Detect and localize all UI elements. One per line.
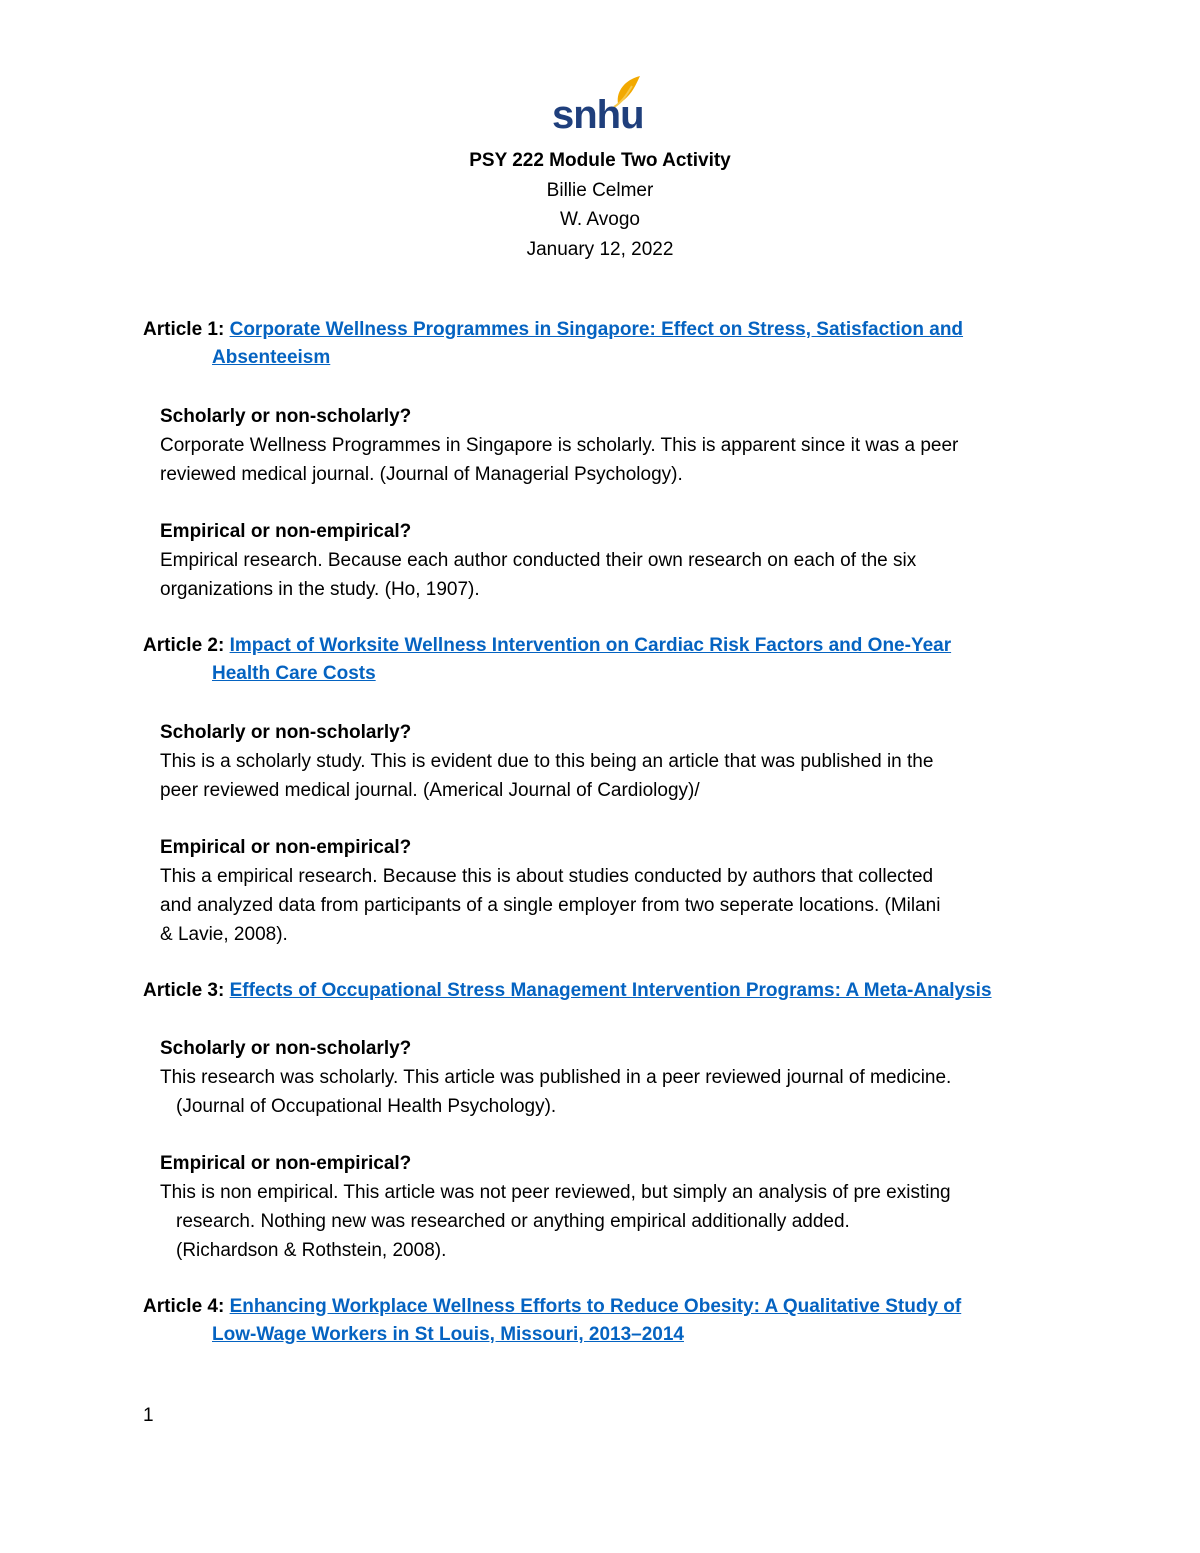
answer-line: This is a scholarly study. This is evident due to this being an article that was published in the xyxy=(160,751,934,772)
article-link[interactable]: Effects of Occupational Stress Management Intervention Programs: A Meta-Analysis xyxy=(229,980,992,1001)
article-link[interactable]: Corporate Wellness Programmes in Singapore: Effect on Stress, Satisfaction and xyxy=(229,319,964,340)
question-scholarly: Scholarly or non-scholarly? xyxy=(160,1038,412,1059)
article-link-continued[interactable]: Absenteeism xyxy=(212,347,331,368)
article-link[interactable]: Enhancing Workplace Wellness Efforts to Reduce Obesity: A Qualitative Study of xyxy=(229,1296,962,1317)
article-label: Article 2: xyxy=(143,635,230,656)
answer-line: research. Nothing new was researched or anything empirical additionally added. xyxy=(176,1211,850,1232)
answer-line: & Lavie, 2008). xyxy=(160,924,288,945)
answer-scholarly xyxy=(160,431,1060,489)
article-label: Article 1: xyxy=(143,319,230,340)
document-title: PSY 222 Module Two Activity xyxy=(469,150,731,171)
article-label: Article 4: xyxy=(143,1296,230,1317)
document-date: January 12, 2022 xyxy=(526,238,674,260)
article-heading xyxy=(143,316,1043,372)
article-label: Article 3: xyxy=(143,980,230,1001)
answer-line: (Richardson & Rothstein, 2008). xyxy=(176,1240,447,1261)
article-link-continued[interactable]: Low-Wage Workers in St Louis, Missouri, 2013–2014 xyxy=(212,1324,684,1345)
answer-empirical xyxy=(160,1178,1060,1265)
answer-scholarly xyxy=(160,747,1060,805)
author-name: Billie Celmer xyxy=(546,179,654,201)
question-empirical: Empirical or non-empirical? xyxy=(160,1153,412,1174)
logo-text: snhu xyxy=(552,93,644,137)
article-link-continued[interactable]: Health Care Costs xyxy=(212,663,376,684)
snhu-logo xyxy=(552,74,642,136)
question-scholarly: Scholarly or non-scholarly? xyxy=(160,406,412,427)
answer-line: This a empirical research. Because this is about studies conducted by authors that collected xyxy=(160,866,934,887)
answer-empirical xyxy=(160,546,1060,604)
article-heading xyxy=(143,1293,1043,1349)
answer-line: Empirical research. Because each author conducted their own research on each of the six xyxy=(160,550,917,571)
instructor-name: W. Avogo xyxy=(560,209,640,230)
article-link[interactable]: Impact of Worksite Wellness Intervention on Cardiac Risk Factors and One-Year xyxy=(229,635,952,656)
answer-line: This research was scholarly. This article was published in a peer reviewed journal of medicine. xyxy=(160,1067,952,1088)
answer-line: reviewed medical journal. (Journal of Managerial Psychology). xyxy=(160,464,683,485)
answer-line: Corporate Wellness Programmes in Singapore is scholarly. This is apparent since it was a peer xyxy=(160,435,959,456)
answer-line: (Journal of Occupational Health Psychology). xyxy=(176,1096,557,1117)
answer-line: peer reviewed medical journal. (Americal Journal of Cardiology)/ xyxy=(160,780,700,801)
article-heading xyxy=(143,977,1083,1005)
answer-empirical xyxy=(160,862,1060,949)
answer-line: This is non empirical. This article was not peer reviewed, but simply an analysis of pre existing xyxy=(160,1182,951,1203)
page-number: 1 xyxy=(143,1405,154,1426)
answer-line: and analyzed data from participants of a single employer from two seperate locations. (Milani xyxy=(160,895,941,916)
question-empirical: Empirical or non-empirical? xyxy=(160,521,412,542)
document-header xyxy=(0,146,1200,264)
answer-scholarly xyxy=(160,1063,1060,1121)
question-scholarly: Scholarly or non-scholarly? xyxy=(160,722,412,743)
answer-line: organizations in the study. (Ho, 1907). xyxy=(160,579,480,600)
article-heading xyxy=(143,632,1043,688)
question-empirical: Empirical or non-empirical? xyxy=(160,837,412,858)
